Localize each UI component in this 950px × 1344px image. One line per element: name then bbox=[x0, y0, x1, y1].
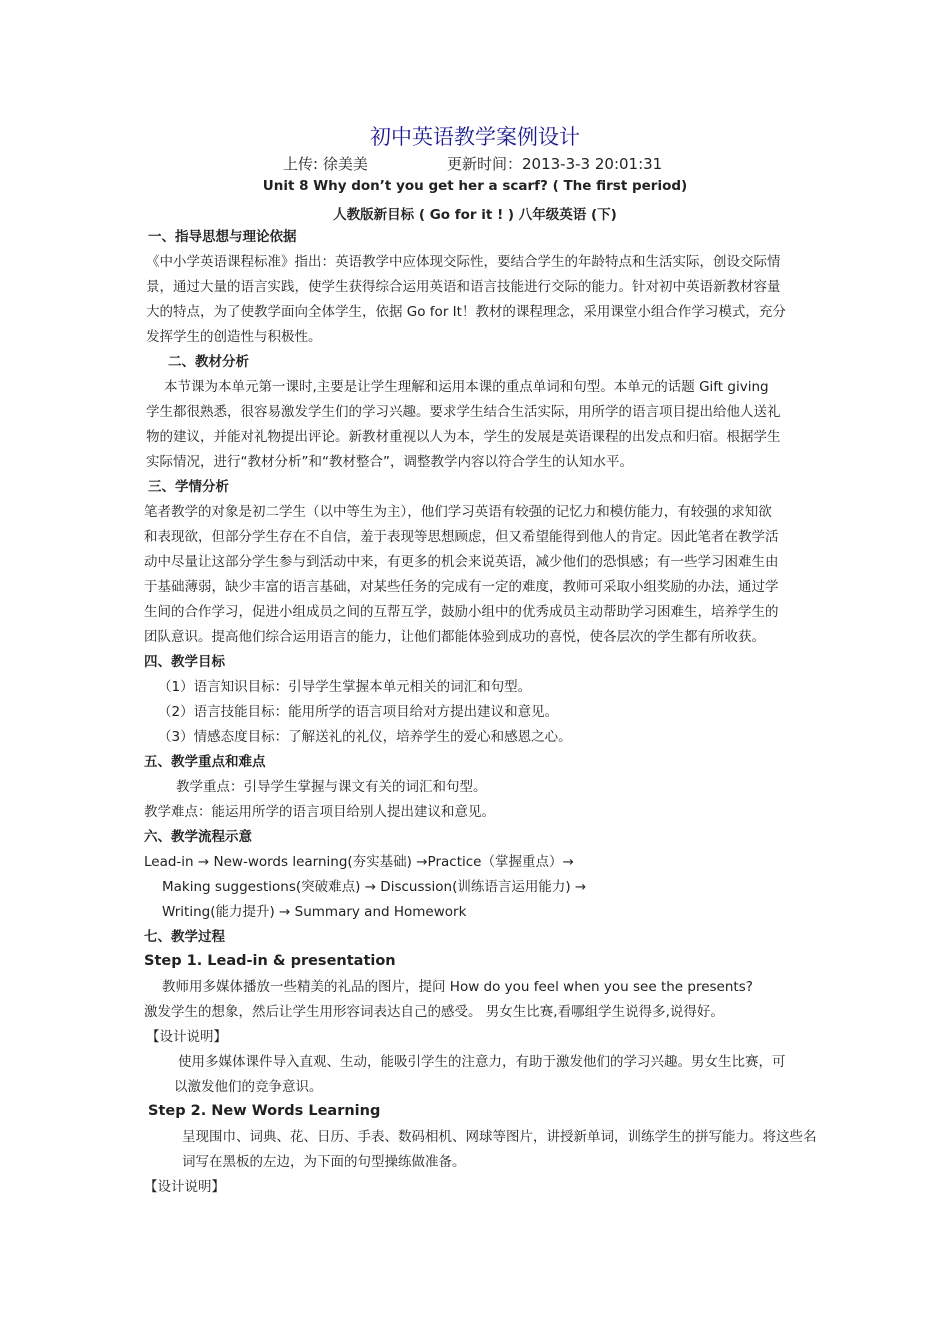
paragraph-line: 本节课为本单元第一课时,主要是让学生理解和运用本课的重点单词和句型。本单元的话题 Gift giving bbox=[164, 379, 769, 395]
paragraph-line: 教学难点：能运用所学的语言项目给别人提出建议和意见。 bbox=[144, 804, 495, 820]
section-heading: 七、教学过程 bbox=[144, 929, 225, 945]
uploader: 上传: 徐美美 bbox=[283, 155, 368, 173]
paragraph-line: 激发学生的想象，然后让学生用形容词表达自己的感受。 男女生比赛,看哪组学生说得多,说得好。 bbox=[144, 1004, 724, 1020]
design-note-label: 【设计说明】 bbox=[146, 1029, 227, 1045]
section-heading: 四、教学目标 bbox=[144, 654, 225, 670]
paragraph-line: 于基础薄弱，缺少丰富的语言基础，对某些任务的完成有一定的难度，教师可采取小组奖励的办法，通过学 bbox=[144, 579, 779, 595]
section-heading: 二、教材分析 bbox=[168, 354, 249, 370]
paragraph-line: 教师用多媒体播放一些精美的礼品的图片，提问 How do you feel when you see the presents? bbox=[162, 979, 753, 995]
book-title: 人教版新目标 ( Go for it ! ) 八年级英语 (下) bbox=[333, 207, 617, 223]
document-title: 初中英语教学案例设计 bbox=[370, 125, 580, 149]
objective-item: （2）语言技能目标：能用所学的语言项目给对方提出建议和意见。 bbox=[158, 704, 559, 720]
paragraph-line: 使用多媒体课件导入直观、生动，能吸引学生的注意力，有助于激发他们的学习兴趣。男女生比赛，可 bbox=[178, 1054, 786, 1070]
paragraph-line: 物的建议，并能对礼物提出评论。新教材重视以人为本，学生的发展是英语课程的出发点和归宿。根据学生 bbox=[146, 429, 781, 445]
objective-item: （1）语言知识目标：引导学生掌握本单元相关的词汇和句型。 bbox=[158, 679, 532, 695]
step-heading: Step 2. New Words Learning bbox=[148, 1103, 381, 1119]
paragraph-line: 以激发他们的竞争意识。 bbox=[174, 1079, 323, 1095]
flow-line: Making suggestions(突破难点) → Discussion(训练语言运用能力) → bbox=[162, 879, 587, 895]
step-heading: Step 1. Lead-in & presentation bbox=[144, 953, 396, 969]
flow-line: Writing(能力提升) → Summary and Homework bbox=[162, 904, 467, 920]
paragraph-line: 景，通过大量的语言实践，使学生获得综合运用英语和语言技能进行交际的能力。针对初中英语新教材容量 bbox=[146, 279, 781, 295]
paragraph-line: 教学重点：引导学生掌握与课文有关的词汇和句型。 bbox=[176, 779, 487, 795]
paragraph-line: 和表现欲，但部分学生存在不自信，羞于表现等思想顾虑，但又希望能得到他人的肯定。因此笔者在教学活 bbox=[144, 529, 779, 545]
paragraph-line: 实际情况，进行“教材分析”和“教材整合”，调整教学内容以符合学生的认知水平。 bbox=[146, 454, 633, 470]
flow-line: Lead-in → New-words learning(夯实基础) →Practice（掌握重点）→ bbox=[144, 854, 574, 870]
update-time: 更新时间：2013-3-3 20:01:31 bbox=[447, 155, 663, 173]
unit-title: Unit 8 Why don’t you get her a scarf? ( The first period) bbox=[262, 178, 688, 194]
section-heading: 六、教学流程示意 bbox=[144, 829, 252, 845]
section-heading: 一、指导思想与理论依据 bbox=[148, 229, 297, 245]
paragraph-line: 《中小学英语课程标准》指出：英语教学中应体现交际性，要结合学生的年龄特点和生活实际，创设交际情 bbox=[146, 254, 781, 270]
paragraph-line: 学生都很熟悉，很容易激发学生们的学习兴趣。要求学生结合生活实际，用所学的语言项目提出给他人送礼 bbox=[146, 404, 781, 420]
paragraph-line: 生间的合作学习，促进小组成员之间的互帮互学，鼓励小组中的优秀成员主动帮助学习困难生，培养学生的 bbox=[144, 604, 779, 620]
design-note-label: 【设计说明】 bbox=[144, 1179, 225, 1195]
paragraph-line: 笔者教学的对象是初二学生（以中等生为主），他们学习英语有较强的记忆力和模仿能力，有较强的求知欲 bbox=[144, 504, 772, 520]
paragraph-line: 呈现围巾、词典、花、日历、手表、数码相机、网球等图片，讲授新单词，训练学生的拼写能力。将这些名 bbox=[182, 1129, 817, 1145]
section-heading: 三、学情分析 bbox=[148, 479, 229, 495]
paragraph-line: 发挥学生的创造性与积极性。 bbox=[146, 329, 322, 345]
paragraph-line: 大的特点，为了使教学面向全体学生，依据 Go for It！教材的课程理念，采用课堂小组合作学习模式，充分 bbox=[146, 304, 786, 320]
paragraph-line: 动中尽量让这部分学生参与到活动中来，有更多的机会来说英语，减少他们的恐惧感；有一些学习困难生由 bbox=[144, 554, 779, 570]
objective-item: （3）情感态度目标：了解送礼的礼仪，培养学生的爱心和感恩之心。 bbox=[158, 729, 572, 745]
paragraph-line: 词写在黑板的左边，为下面的句型操练做准备。 bbox=[182, 1154, 466, 1170]
meta-line bbox=[283, 153, 663, 174]
paragraph-line: 团队意识。提高他们综合运用语言的能力，让他们都能体验到成功的喜悦，使各层次的学生都有所收获。 bbox=[144, 629, 765, 645]
section-heading: 五、教学重点和难点 bbox=[144, 754, 266, 770]
